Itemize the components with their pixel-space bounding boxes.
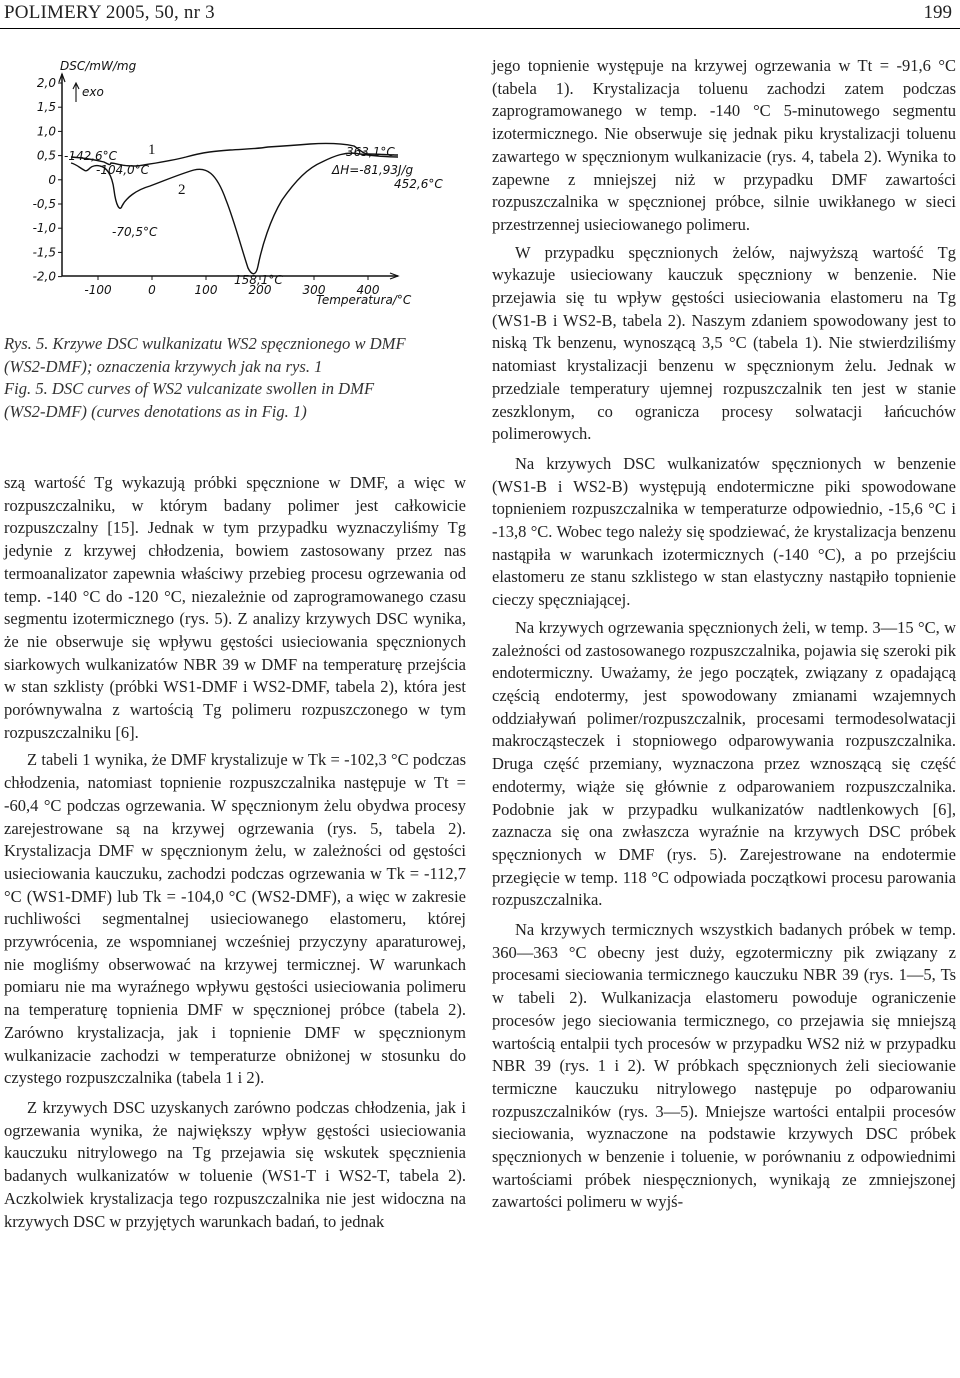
x-tick-label: 400 bbox=[356, 283, 380, 297]
y-tick-label: 2,0 bbox=[36, 76, 56, 90]
y-tick-label: 0,5 bbox=[36, 148, 56, 163]
curve-number-2: 2 bbox=[178, 182, 186, 198]
y-axis-title: DSC/mW/mg bbox=[60, 59, 137, 73]
paragraph: W przypadku spęcznionych żelów, najwyższą wartość Tg wykazuje usieciowany kauczuk spęczniony w benzenie. Nie przejawia się tu wpływ gęstości usieciowania elastomeru na Tg (WS1-B i WS2-B, tabela 2). Naszym zdaniem spowodowany jest to niską Tk benzenu, wynoszącą 3,5 °C (tabela 1). Nie stwierdziliśmy natomiast krystalizacji benzenu w spęcznionym żelu. Jednak w przedziale temperatury ujemnej rozpuszczalnik ten jest w stanie zeszklonym, co ogranicza procesy solwatacji łańcuchów polimerowych. bbox=[492, 242, 956, 444]
caption-pl-line: (WS2-DMF); oznaczenia krzywych jak na rys. 1 bbox=[4, 356, 323, 376]
caption-en-line: Fig. 5. DSC curves of WS2 vulcanizate swollen in DMF bbox=[4, 379, 375, 399]
right-column bbox=[492, 55, 956, 1214]
peak-label-3: -70,5°C bbox=[112, 225, 158, 239]
exo-label: exo bbox=[82, 85, 104, 99]
y-tick-label: 1,5 bbox=[36, 100, 56, 115]
y-tick-group bbox=[33, 76, 62, 284]
dsc-figure bbox=[16, 50, 456, 326]
y-tick-label: 1,0 bbox=[36, 124, 56, 139]
peak-label-4: 158,1°C bbox=[234, 273, 283, 287]
peak-label-6: 452,6°C bbox=[394, 177, 443, 191]
y-tick-label: -1,5 bbox=[32, 245, 56, 260]
x-tick-label: 300 bbox=[302, 283, 326, 297]
left-column bbox=[4, 472, 466, 1233]
curve-number-1: 1 bbox=[148, 142, 156, 158]
figure-caption bbox=[4, 333, 462, 424]
paragraph: Na krzywych termicznych wszystkich badanych próbek w temp. 360—363 °C obecny jest duży, egzotermiczny pik związany z procesami sieciowania termicznego kauczuku NBR 39 (rys. 1—5, Ts w tabeli 2). Wulkanizacja elastomeru powoduje ograniczenie procesów jego sieciowania termicznego, co przejawia się mniejszą wartością entalpii tych procesów w przypadku WS2 niż w przypadku NBR 39 (rys. 1 i 2). W próbkach spęcznionych żeli sieciowanie termiczne kauczuku nitrylowego następuje po odparowaniu rozpuszczalników (rys. 3—5). Mniejsze wartości entalpii procesów sieciowania, wyznaczone na podstawie krzywych DSC próbek spęcznionych w benzenie i toluenie, w porównaniu z odpowiednimi wartościami próbek niespęcznionych, wynikają ze zmniejszonej zawartości polimeru w wyjś- bbox=[492, 920, 956, 1212]
peak-label-1: -142,6°C bbox=[64, 149, 118, 163]
x-tick-label: 100 bbox=[194, 283, 218, 297]
peak-label-2: -104,0°C bbox=[96, 163, 150, 177]
x-axis-title: Temperatura/°C bbox=[316, 293, 412, 307]
journal-title: POLIMERY 2005, 50, nr 3 bbox=[4, 2, 215, 23]
paragraph: Na krzywych ogrzewania spęcznionych żeli, w temp. 3—15 °C, w zależności od zastosowanego rozpuszczalnika, pojawia się szeroki pik endotermiczny. Uważamy, że jego początek, związany z opadającą częścią endotermy, jest spowodowany zmianami wzajemnych oddziaływań polimer/rozpuszczalnik, procesami termodesolwatacji makrocząsteczek i stopniowego odparowywania rozpuszczalnika. Druga część przemiany, wyznaczona przez wznoszącą się część endotermy, wiąże się głównie z odparowaniem rozpuszczalnika. Podobnie jak w przypadku wulkanizatów nadtlenkowych [6], zaznacza się ona zwłaszcza wyraźnie na krzywych DSC próbek spęcznionych w DMF (rys. 5). Zarejestrowane na endotermie przegięcie w temp. 118 °C odpowiada początkowi procesu parowania rozpuszczalnika. bbox=[492, 617, 956, 910]
peak-label-5: 363,1°C bbox=[346, 145, 395, 159]
paragraph: Na krzywych DSC wulkanizatów spęcznionych w benzenie (WS1-B i WS2-B) występują endotermiczne piki spowodowane topnieniem rozpuszczalnika w temperaturze odpowiednio, -15,6 °C i -13,8 °C. Wobec tego należy się spodziewać, że krystalizacja benzenu nastąpiła w warunkach izotermicznych (-140 °C), a po przejściu elastomeru ze stanu szklistego w stan elastyczny nastąpiło topnienie cieczy spęczniającej. bbox=[492, 453, 956, 610]
dsc-plot bbox=[16, 50, 456, 326]
paragraph: szą wartość Tg wykazują próbki spęcznione w DMF, a więc w rozpuszczalniku, w którym badany polimer jest całkowicie rozpuszczalny [15]. Jednak w tym przypadku wyznaczyliśmy Tg jedynie z krzywej chłodzenia, bowiem zastosowany przez nas termoanalizator zapewnia właściwy przebieg procesu ogrzewania od temp. -140 °C do -120 °C, niezależnie od zaprogramowanego czasu segmentu izotermicznego (rys. 5). Z analizy krzywych DSC wynika, że nie obserwuje się wpływu gęstości usieciowania spęcznionych siarkowych wulkanizatów NBR 39 w DMF na temperaturę przejścia w stan szklisty (próbki WS1-DMF i WS2-DMF, tabela 2), która jest porównywalna z wartością Tg polimeru rozpuszczonego w tym rozpuszczalniku [6]. bbox=[4, 473, 466, 742]
paragraph: Z krzywych DSC uzyskanych zarówno podczas chłodzenia, jak i ogrzewania wynika, że największy wpływ gęstości usieciowania kauczuku nitrylowego na Tg przejawia się wskutek spęcznienia badanych wulkanizatów w toluenie (WS1-T i WS2-T, tabela 2). Aczkolwiek krystalizacja tego rozpuszczalnika nie jest widoczna na krzywych DSC w przyjętych warunkach badań, to jednak bbox=[4, 1097, 466, 1231]
caption-pl-line: Rys. 5. Krzywe DSC wulkanizatu WS2 spęcznionego w DMF bbox=[4, 334, 406, 353]
x-tick-label: -100 bbox=[84, 283, 112, 297]
page-number: 199 bbox=[923, 2, 952, 23]
y-tick-label: 0 bbox=[48, 172, 56, 187]
x-tick-label: 200 bbox=[248, 283, 272, 297]
caption-en-line: (WS2-DMF) (curves denotations as in Fig. 1) bbox=[4, 402, 307, 422]
page-header bbox=[0, 2, 960, 29]
paragraph: Z tabeli 1 wynika, że DMF krystalizuje w Tk = -102,3 °C podczas chłodzenia, natomiast topnienie rozpuszczalnika następuje w Tt = -60,4 °C podczas ogrzewania. W spęcznionym żelu obydwa procesy zarejestrowane są na krzywej ogrzewania (rys. 5, tabela 2). Krystalizacja DMF w spęcznionym żelu, w zależności od gęstości usieciowania kauczuku, zachodzi podczas ogrzewania w Tk = -112,7 °C (WS1-DMF) lub Tk = -104,0 °C (WS2-DMF), a więc w zakresie ruchliwości segmentalnej usieciowanego elastomeru, której przywrócenia, ze wspomnianej wcześniej przyczyny aparaturowej, nie mogliśmy obserwować na krzywej termicznej. W warunkach pomiaru nie ma wyraźnego wpływu gęstości usieciowania polimeru na temperaturę topnienia DMF w spęcznionej próbce (tabela 2). Zarówno krystalizacja, jak i topnienie DMF w spęcznionym wulkanizacie zachodzi w temperaturze obniżonej w stosunku do czystego rozpuszczalnika (tabela 1 i 2). bbox=[4, 750, 466, 1088]
y-tick-label: -1,0 bbox=[32, 221, 56, 236]
y-tick-label: -2,0 bbox=[32, 269, 56, 284]
y-tick-label: -0,5 bbox=[32, 197, 56, 211]
enthalpy-label: ΔH=-81,93J/g bbox=[332, 163, 414, 177]
x-tick-label: 0 bbox=[148, 283, 156, 297]
paragraph: jego topnienie występuje na krzywej ogrzewania w Tt = -91,6 °C (tabela 1). Krystalizacja toluenu zachodzi zatem podczas zaprogramowanego w temp. -140 °C 5-minutowego segmentu izotermicznego. Nie obserwuje się jednak piku krystalizacji toluenu zawartego w spęcznionym wulkanizacie (rys. 4, tabela 2). Wynika to zapewne z mniejszej niż w przypadku DMF zawartości rozpuszczalnika w spęcznionej próbce, silnie uwikłanego w sieci przestrzennej usieciowanego polimeru. bbox=[492, 56, 956, 234]
